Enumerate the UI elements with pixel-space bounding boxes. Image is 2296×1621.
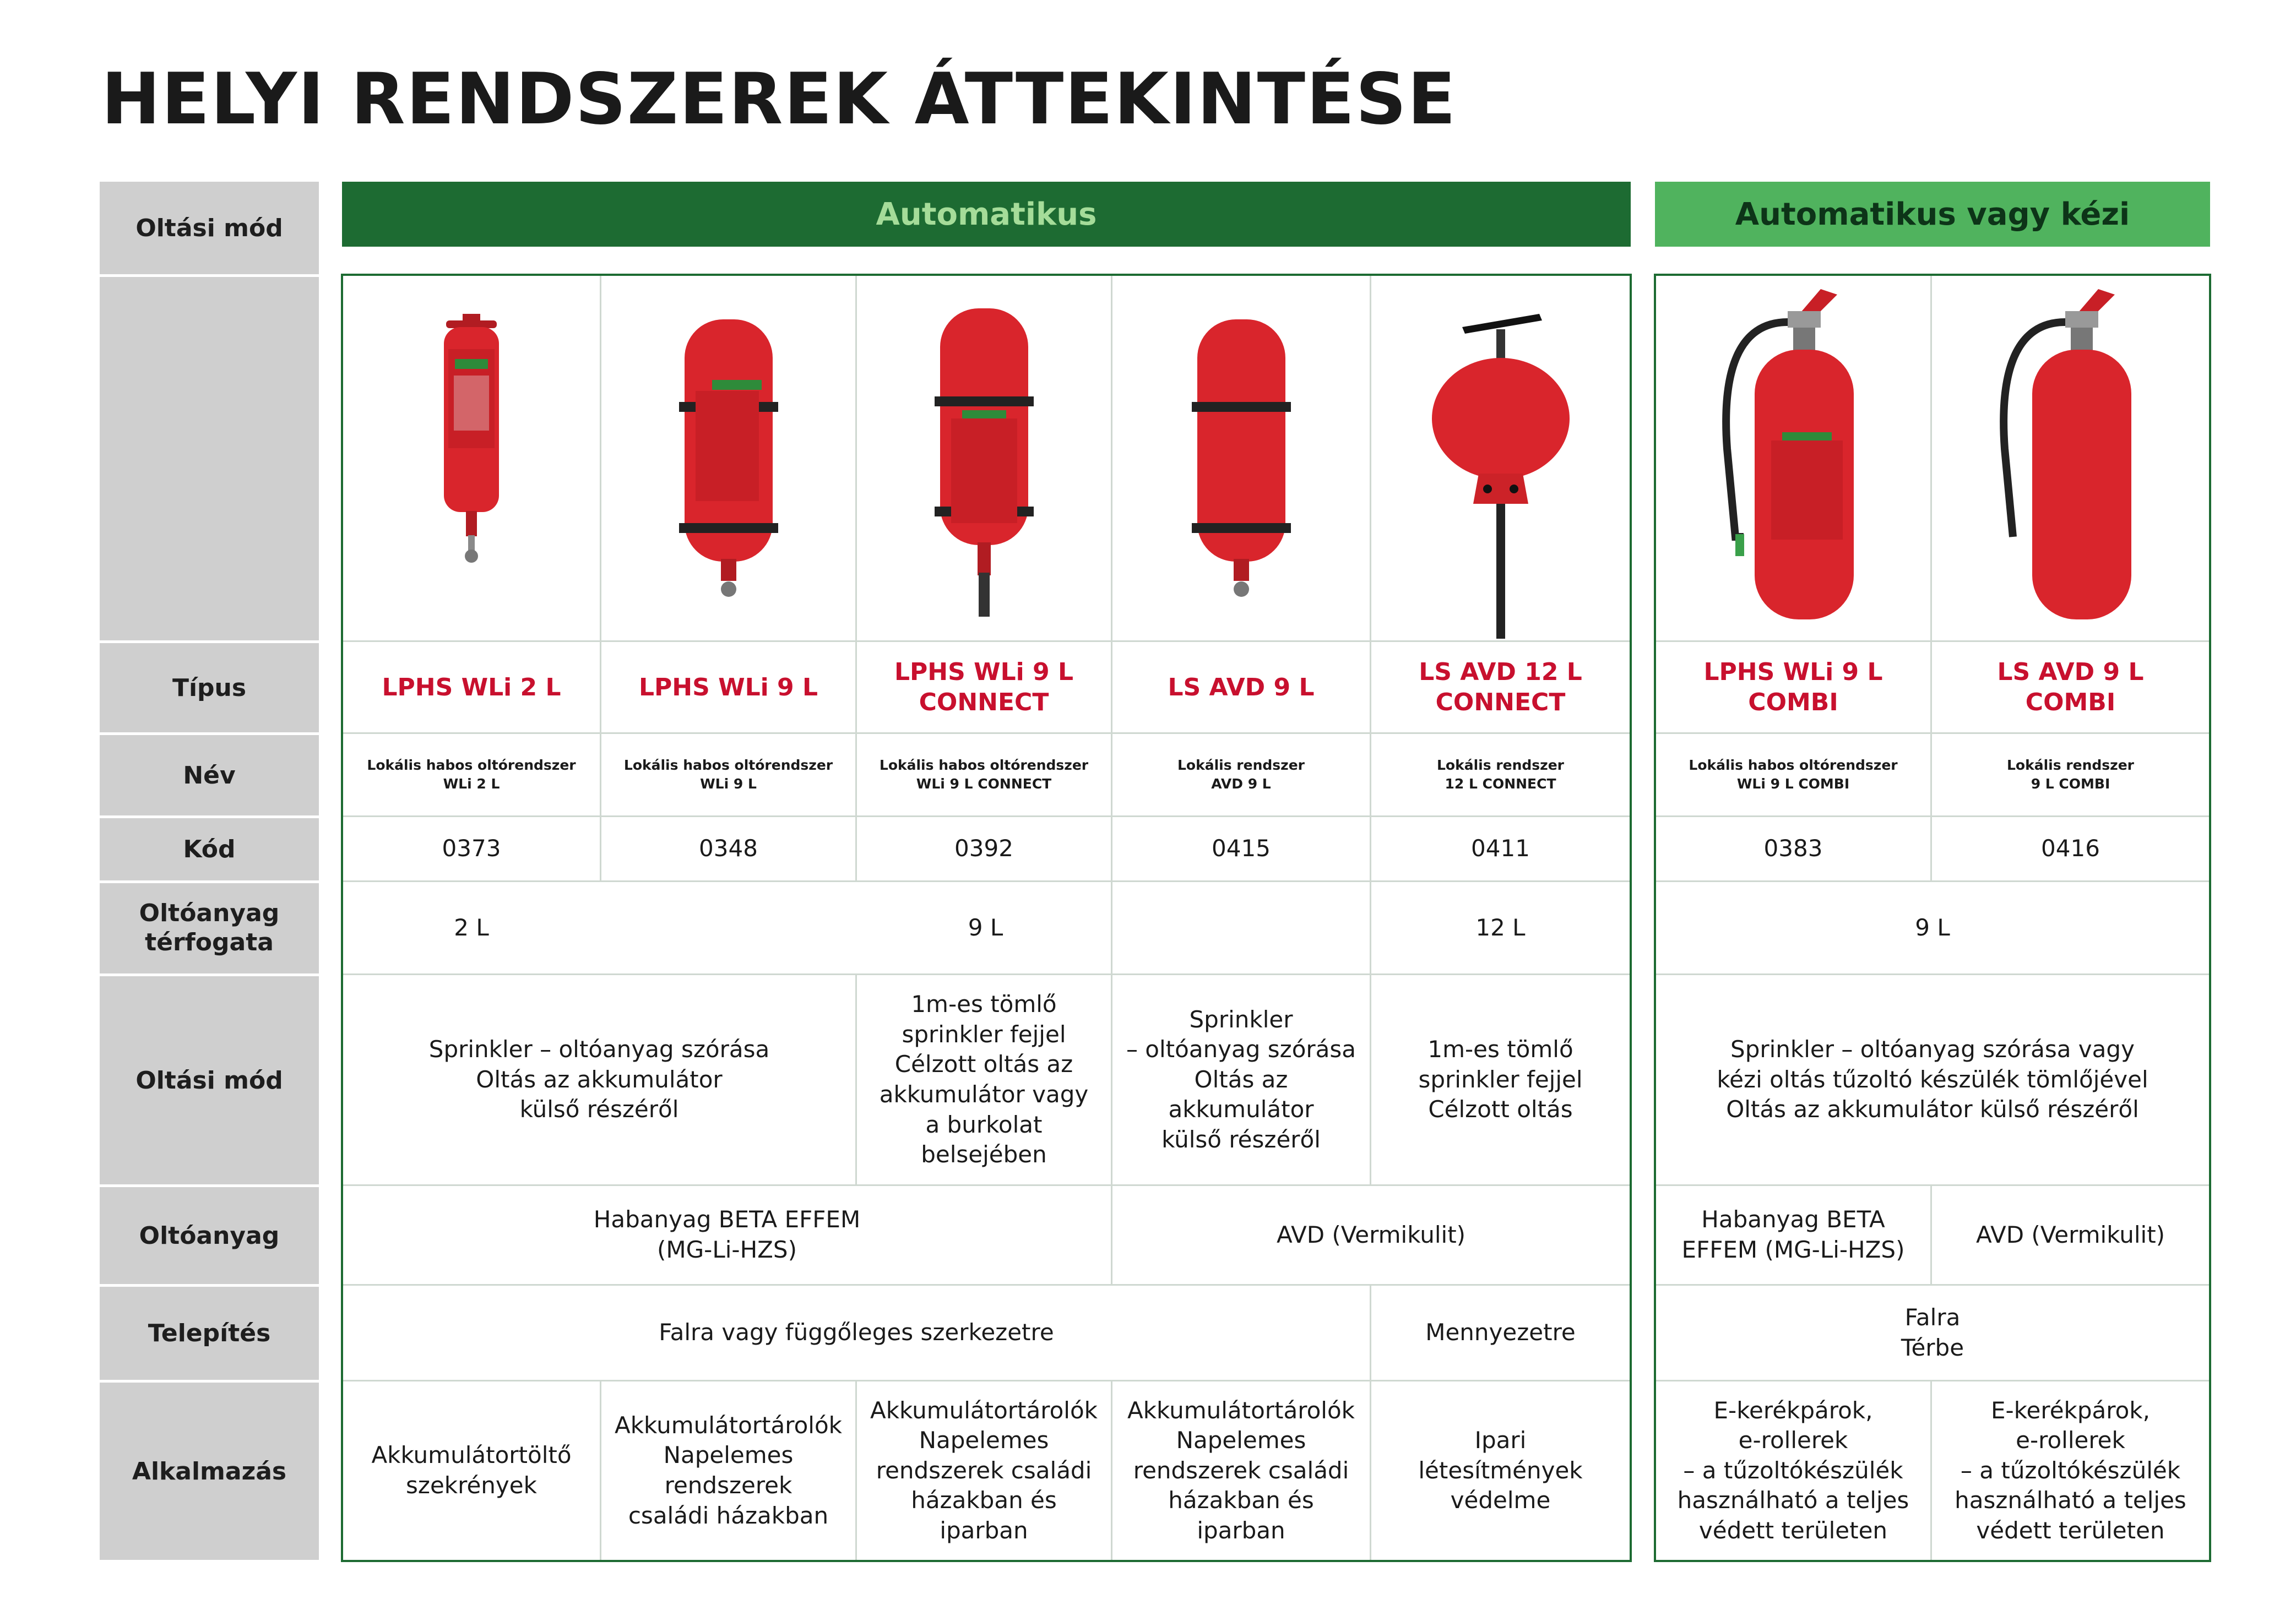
- agent-cell: Habanyag BETA EFFEM (MG-Li-HZS): [1681, 1206, 1905, 1263]
- name-cell: Lokális habos oltórendszer WLi 2 L: [367, 757, 576, 792]
- type-cell: LS AVD 9 L COMBI: [1997, 658, 2144, 716]
- row-label-mode-header: Oltási mód: [100, 182, 319, 274]
- volume-cell: 2 L: [454, 913, 489, 941]
- mode-cell: Sprinkler – oltóanyag szórása vagy kézi oltás tűzoltó készülék tömlőjével Oltás az akkumulátor külső részéről: [1717, 1036, 2148, 1123]
- plain-cylinder-extinguisher-image: [1112, 308, 1370, 606]
- mode-cell: Sprinkler – oltóanyag szórása Oltás az akkumulátor külső részéről: [428, 1036, 770, 1123]
- application-cell: Ipari létesítmények védelme: [1418, 1427, 1583, 1514]
- application-cell: Akkumulátortárolók Napelemes rendszerek családi házakban és iparban: [870, 1396, 1098, 1544]
- group-header-automatic: Automatikus: [342, 182, 1631, 247]
- page-title: HELYI RENDSZEREK ÁTTEKINTÉSE: [101, 58, 1457, 140]
- handheld-extinguisher-plain-image: [1932, 284, 2209, 625]
- row-label-application: Alkalmazás: [100, 1383, 319, 1560]
- ceiling-sphere-extinguisher-image: [1371, 314, 1630, 639]
- name-cell: Lokális habos oltórendszer WLi 9 L COMBI: [1689, 757, 1898, 792]
- code-cell: 0416: [2041, 835, 2100, 862]
- agent-cell: AVD (Vermikulit): [1975, 1221, 2165, 1248]
- row-label-agent: Oltóanyag: [100, 1187, 319, 1284]
- handheld-extinguisher-labeled-image: [1656, 284, 1930, 625]
- type-cell: LS AVD 9 L: [1168, 673, 1315, 701]
- application-cell: Akkumulátortárolók Napelemes rendszerek családi házakban és iparban: [1127, 1396, 1355, 1544]
- install-cell: Falra Térbe: [1901, 1303, 1964, 1361]
- application-cell: E-kerékpárok, e-rollerek – a tűzoltókészülék használható a teljes védett területen: [1677, 1396, 1909, 1544]
- type-cell: LS AVD 12 L CONNECT: [1419, 658, 1582, 716]
- code-cell: 0415: [1212, 835, 1271, 862]
- row-label-image: [100, 277, 319, 640]
- agent-cell: Habanyag BETA EFFEM (MG-Li-HZS): [593, 1206, 861, 1263]
- row-label-name: Név: [100, 735, 319, 815]
- name-cell: Lokális habos oltórendszer WLi 9 L: [623, 757, 833, 792]
- mode-cell: 1m-es tömlő sprinkler fejjel Célzott oltás: [1418, 1036, 1583, 1123]
- name-cell: Lokális habos oltórendszer WLi 9 L CONNECT: [879, 757, 1089, 792]
- row-label-type: Típus: [100, 643, 319, 732]
- row-label-code: Kód: [100, 818, 319, 880]
- install-cell: Falra vagy függőleges szerkezetre: [659, 1319, 1054, 1346]
- group-header-automatic-or-manual: Automatikus vagy kézi: [1655, 182, 2210, 247]
- small-cylinder-extinguisher-image: [343, 308, 600, 584]
- code-cell: 0373: [442, 835, 501, 862]
- code-cell: 0411: [1471, 835, 1530, 862]
- code-cell: 0392: [954, 835, 1013, 862]
- code-cell: 0348: [699, 835, 758, 862]
- name-cell: Lokális rendszer 9 L COMBI: [2006, 757, 2135, 792]
- mode-cell: Sprinkler – oltóanyag szórása Oltás az akkumulátor külső részéről: [1126, 1005, 1356, 1153]
- agent-cell: AVD (Vermikulit): [1276, 1221, 1466, 1248]
- application-cell: E-kerékpárok, e-rollerek – a tűzoltókészülék használható a teljes védett területen: [1955, 1396, 2186, 1544]
- cylinder-extinguisher-image: [601, 308, 855, 606]
- application-cell: Akkumulátortárolók Napelemes rendszerek családi házakban: [614, 1411, 842, 1529]
- row-label-volume: Oltóanyag térfogata: [100, 883, 319, 973]
- row-label-mode: Oltási mód: [100, 976, 319, 1184]
- code-cell: 0383: [1763, 835, 1823, 862]
- name-cell: Lokális rendszer 12 L CONNECT: [1436, 757, 1565, 792]
- volume-cell: 9 L: [968, 913, 1003, 941]
- cylinder-extinguisher-with-hose-image: [857, 297, 1111, 622]
- volume-cell: 12 L: [1475, 913, 1526, 941]
- install-cell: Mennyezetre: [1425, 1319, 1576, 1346]
- type-cell: LPHS WLi 9 L: [638, 673, 818, 701]
- row-label-install: Telepítés: [100, 1287, 319, 1380]
- application-cell: Akkumulátortöltő szekrények: [371, 1442, 572, 1499]
- type-cell: LPHS WLi 9 L CONNECT: [894, 658, 1074, 716]
- name-cell: Lokális rendszer AVD 9 L: [1177, 757, 1305, 792]
- type-cell: LPHS WLi 2 L: [382, 673, 561, 701]
- volume-cell: 9 L: [1915, 913, 1950, 941]
- type-cell: LPHS WLi 9 L COMBI: [1703, 658, 1883, 716]
- mode-cell: 1m-es tömlő sprinkler fejjel Célzott oltás az akkumulátor vagy a burkolat belsejében: [879, 991, 1089, 1168]
